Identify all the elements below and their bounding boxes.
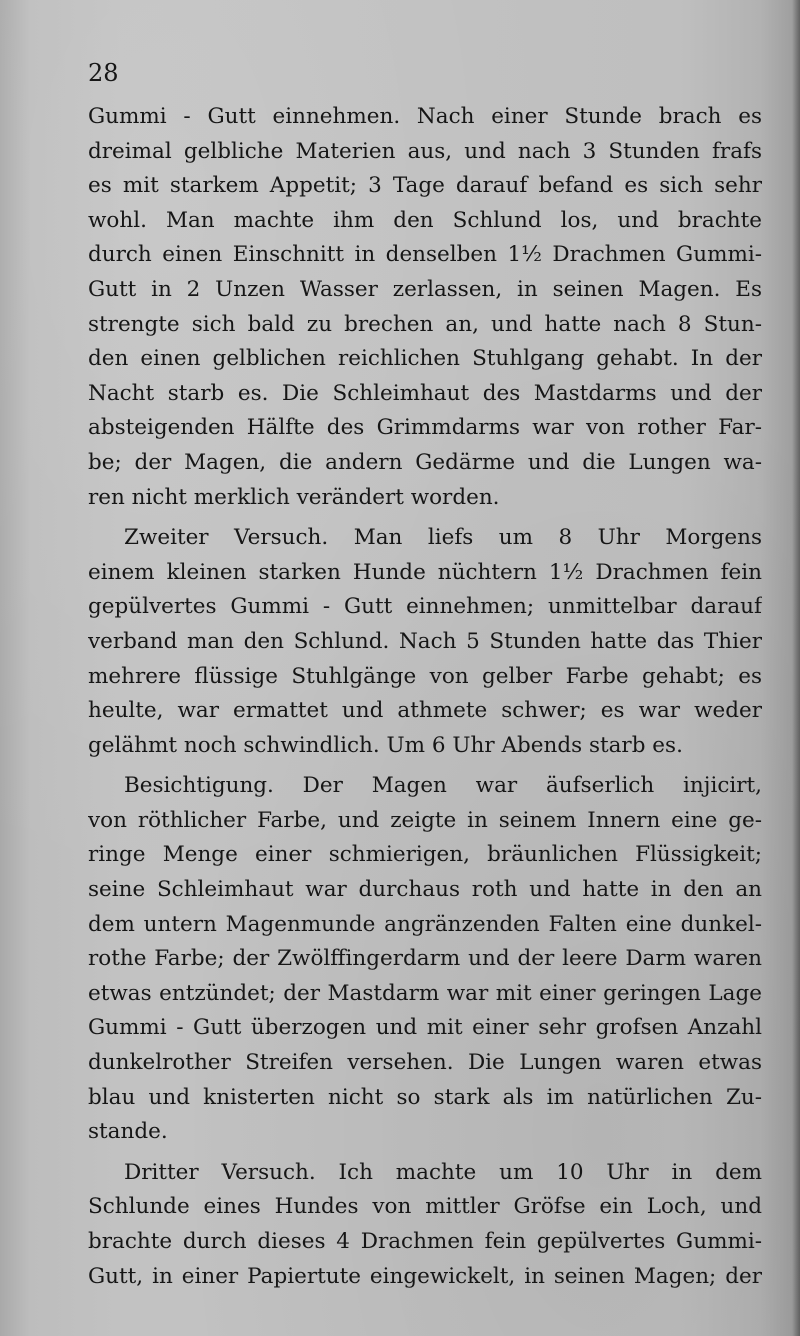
text-line: mehrere flüssige Stuhlgänge von gelber Farbe gehabt; es	[88, 663, 762, 689]
text-line: Gummi - Gutt einnehmen. Nach einer Stunde brach es	[88, 104, 762, 129]
text-line: verband man den Schlund. Nach 5 Stunden hatte das Thier	[88, 628, 762, 654]
text-line: den einen gelblichen reichlichen Stuhlgang gehabt. In der	[88, 346, 762, 372]
text-line: dem untern Magenmunde angränzenden Falten eine dunkel-	[88, 911, 762, 937]
text-line: Nacht starb es. Die Schleimhaut des Mastdarms und der	[88, 380, 762, 406]
text-line: strengte sich bald zu brechen an, und hatte nach 8 Stun-	[88, 311, 762, 337]
text-line: etwas entzündet; der Mastdarm war mit einer geringen Lage	[88, 980, 762, 1006]
text-line: seine Schleimhaut war durchaus roth und hatte in den an	[88, 877, 762, 903]
text-line: Besichtigung. Der Magen war äufserlich injicirt,	[124, 773, 762, 799]
text-line: rothe Farbe; der Zwölffingerdarm und der leere Darm waren	[88, 946, 762, 972]
body-text	[88, 100, 762, 1294]
text-line: be; der Magen, die andern Gedärme und die Lungen wa-	[88, 449, 762, 475]
text-line: Dritter Versuch. Ich machte um 10 Uhr in dem	[124, 1159, 762, 1185]
text-line: heulte, war ermattet und athmete schwer; es war weder	[88, 698, 762, 724]
page-number: 28	[88, 59, 119, 87]
text-line: blau und knisterten nicht so stark als im natürlichen Zu-	[88, 1084, 762, 1110]
text-line: Gutt in 2 Unzen Wasser zerlassen, in seinen Magen. Es	[88, 276, 762, 302]
text-line: Schlunde eines Hundes von mittler Gröfse ein Loch, und	[88, 1194, 762, 1220]
text-line: einem kleinen starken Hunde nüchtern 1½ Drachmen fein	[88, 559, 762, 585]
text-line: absteigenden Hälfte des Grimmdarms war von rother Far-	[88, 415, 762, 441]
page-edge-shadow	[792, 0, 800, 1336]
text-line: durch einen Einschnitt in denselben 1½ Drachmen Gummi-	[88, 242, 762, 268]
text-line: von röthlicher Farbe, und zeigte in seinem Innern eine ge-	[88, 807, 762, 833]
text-line: Gummi - Gutt überzogen und mit einer sehr grofsen Anzahl	[88, 1015, 762, 1041]
text-line: brachte durch dieses 4 Drachmen fein gepülvertes Gummi-	[88, 1229, 762, 1254]
text-line: wohl. Man machte ihm den Schlund los, und brachte	[88, 207, 762, 233]
text-line: ren nicht merklich verändert worden.	[88, 484, 500, 510]
text-line: Gutt, in einer Papiertute eingewickelt, in seinen Magen; der	[88, 1263, 762, 1289]
text-line: stande.	[88, 1119, 168, 1145]
text-line: Zweiter Versuch. Man liefs um 8 Uhr Morgens	[124, 525, 762, 551]
text-line: dunkelrother Streifen versehen. Die Lungen waren etwas	[88, 1050, 762, 1076]
text-line: gelähmt noch schwindlich. Um 6 Uhr Abends starb es.	[88, 732, 683, 758]
text-line: es mit starkem Appetit; 3 Tage darauf befand es sich sehr	[88, 173, 762, 199]
text-line: ringe Menge einer schmierigen, bräunlichen Flüssigkeit;	[88, 842, 762, 868]
text-line: gepülvertes Gummi - Gutt einnehmen; unmittelbar darauf	[88, 594, 762, 620]
text-line: dreimal gelbliche Materien aus, und nach 3 Stunden frafs	[88, 138, 762, 164]
